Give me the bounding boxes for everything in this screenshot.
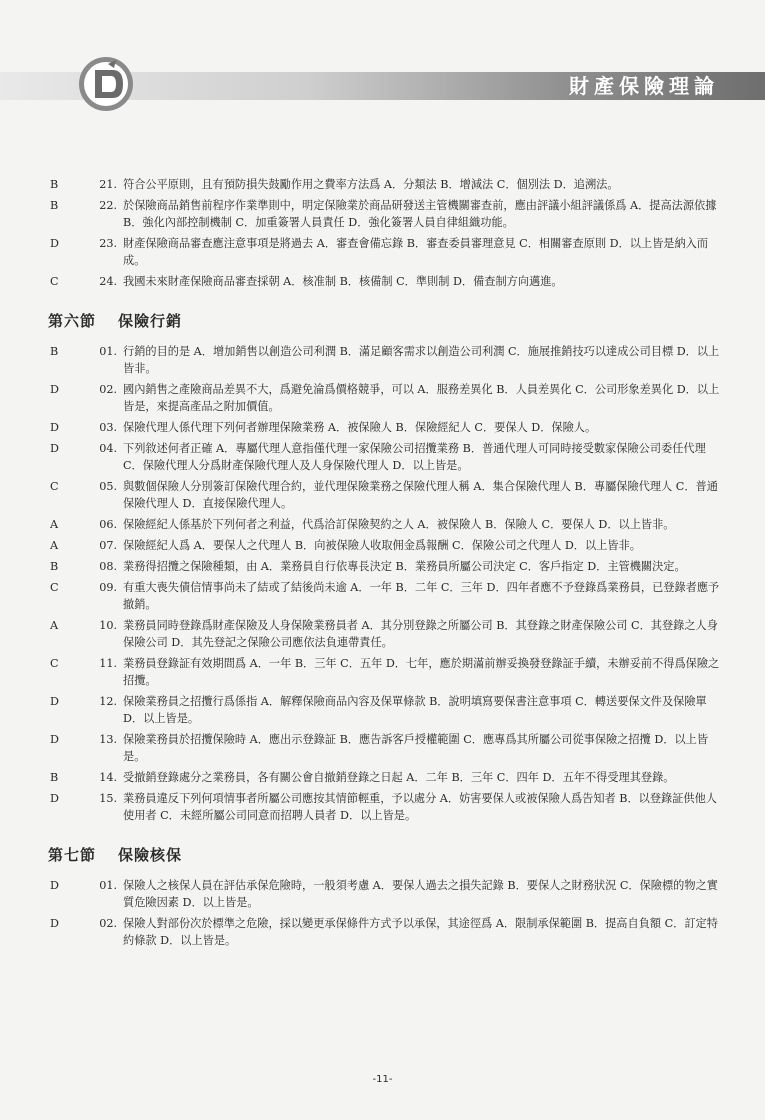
question-number: 23. (99, 237, 117, 250)
question-text: 保險人對部份次於標準之危險，採以變更承保條件方式予以承保，其途徑爲 A．限制承保範圍 B．提高自負額 C．訂定特約條款 D．以上皆是。 (123, 917, 718, 947)
book-title: 財產保險理論 (569, 74, 719, 98)
answer-key: B (50, 771, 59, 784)
question-text: 業務員違反下列何項情事者所屬公司應按其情節輕重，予以處分 A．妨害要保人或被保險人爲告知者 B．以登錄証供他人使用者 C．未經所屬公司同意而招聘人員者 D．以上皆是。 (123, 792, 717, 822)
question-number: 11. (99, 657, 117, 670)
question-number: 21. (99, 178, 117, 191)
answer-key: B (50, 178, 59, 191)
question-text: 業務員同時登錄爲財產保險及人身保險業務員者 A．其分別登錄之所屬公司 B．其登錄之財產保險公司 C．其登錄之人身保險公司 D．其先登記之保險公司應依法負連帶責任。 (123, 619, 718, 649)
question-item (46, 197, 726, 231)
question-text: 國內銷售之產險商品差異不大，爲避免淪爲價格競爭，可以 A．服務差異化 B．人員差異化 C．公司形象差異化 D．以上皆是，來提高產品之附加價值。 (123, 383, 720, 413)
question-text: 與數個保險人分別簽訂保險代理合約，並代理保險業務之保險代理人稱 A．集合保險代理人 B．專屬保險代理人 C．普通保險代理人 D．直接保險代理人。 (123, 480, 718, 510)
answer-key: D (50, 383, 59, 396)
question-text: 保險經紀人爲 A．要保人之代理人 B．向被保險人收取佣金爲報酬 C．保險公司之代理人 D．以上皆非。 (123, 539, 641, 552)
section-heading (48, 310, 726, 331)
answer-key: B (50, 560, 59, 573)
question-list (46, 176, 726, 953)
question-number: 01. (99, 345, 117, 358)
question-text: 符合公平原則，且有預防損失鼓勵作用之費率方法爲 A．分類法 B．增減法 C．個別法 D．追溯法。 (123, 178, 619, 191)
answer-key: A (50, 518, 59, 531)
question-number: 15. (99, 792, 117, 805)
question-item (46, 693, 726, 727)
question-number: 22. (99, 199, 117, 212)
question-number: 14. (99, 771, 117, 784)
question-number: 03. (99, 421, 117, 434)
question-text: 下列敘述何者正確 A．專屬代理人意指僅代理一家保險公司招攬業務 B．普通代理人可同時接受數家保險公司委任代理 C．保險代理人分爲財產保險代理人及人身保險代理人 D．以上皆是。 (123, 442, 706, 472)
answer-key: D (50, 237, 59, 250)
question-text: 業務員登錄証有效期間爲 A．一年 B．三年 C．五年 D．七年，應於期滿前辦妥換發登錄証手續，未辦妥前不得爲保險之招攬。 (123, 657, 720, 687)
answer-key: A (50, 619, 59, 632)
question-text: 有重大喪失債信情事尚未了結或了結後尚未逾 A．一年 B．二年 C．三年 D．四年者應不予登錄爲業務員，已登錄者應予撤銷。 (123, 581, 720, 611)
question-item (46, 769, 726, 786)
section-title: 保險核保 (118, 846, 183, 864)
answer-key: A (50, 539, 59, 552)
question-item (46, 516, 726, 533)
question-number: 10. (99, 619, 117, 632)
question-number: 12. (99, 695, 117, 708)
question-number: 24. (99, 275, 117, 288)
question-text: 保險代理人係代理下列何者辦理保險業務 A．被保險人 B．保險經紀人 C．要保人 D．保險人。 (123, 421, 597, 434)
question-item (46, 273, 726, 290)
question-text: 保險業務員之招攬行爲係指 A．解釋保險商品內容及保單條款 B．說明填寫要保書注意事項 C．轉送要保文件及保險單 D．以上皆是。 (123, 695, 707, 725)
answer-key: C (50, 581, 59, 594)
question-number: 02. (99, 383, 117, 396)
section-number: 第七節 (48, 846, 97, 864)
question-item (46, 655, 726, 689)
question-text: 財產保險商品審查應注意事項是將過去 A．審查會備忘錄 B．審查委員審理意見 C．相關審查原則 D．以上皆是納入而成。 (123, 237, 709, 267)
question-item (46, 537, 726, 554)
question-text: 業務得招攬之保險種類，由 A．業務員自行依專長決定 B．業務員所屬公司決定 C．客戶指定 D．主管機關決定。 (123, 560, 686, 573)
answer-key: B (50, 345, 59, 358)
question-number: 13. (99, 733, 117, 746)
question-item (46, 440, 726, 474)
publisher-logo (78, 56, 134, 112)
question-item (46, 558, 726, 575)
answer-key: B (50, 199, 59, 212)
answer-key: D (50, 442, 59, 455)
question-text: 我國未來財產保險商品審查採朝 A．核准制 B．核備制 C．準則制 D．備查制方向邁進。 (123, 275, 563, 288)
question-item (46, 731, 726, 765)
question-number: 04. (99, 442, 117, 455)
answer-key: D (50, 733, 59, 746)
question-number: 02. (99, 917, 117, 930)
question-item (46, 915, 726, 949)
question-text: 於保險商品銷售前程序作業準則中，明定保險業於商品研發送主管機關審查前，應由評議小組評議係爲 A．提高法源依據 B．強化內部控制機制 C．加重簽署人員責任 D．強化簽署人員自律組織功能。 (123, 199, 717, 229)
question-text: 受撤銷登錄處分之業務員，各有關公會自撤銷登錄之日起 A．二年 B．三年 C．四年 D．五年不得受理其登錄。 (123, 771, 675, 784)
answer-key: D (50, 695, 59, 708)
section-heading (48, 844, 726, 865)
question-item (46, 235, 726, 269)
answer-key: C (50, 480, 59, 493)
answer-key: D (50, 421, 59, 434)
question-text: 保險人之核保人員在評估承保危險時，一般須考慮 A．要保人過去之損失記錄 B．要保人之財務狀況 C．保險標的物之實質危險因素 D．以上皆是。 (123, 879, 718, 909)
answer-key: C (50, 657, 59, 670)
question-number: 05. (99, 480, 117, 493)
question-number: 08. (99, 560, 117, 573)
page-number: -11- (372, 1074, 393, 1085)
question-item (46, 343, 726, 377)
question-item (46, 579, 726, 613)
question-item (46, 877, 726, 911)
answer-key: C (50, 275, 59, 288)
question-text: 行銷的目的是 A．增加銷售以創造公司利潤 B．滿足顧客需求以創造公司利潤 C．施展推銷技巧以達成公司目標 D．以上皆非。 (123, 345, 720, 375)
section-number: 第六節 (48, 312, 97, 330)
question-item (46, 419, 726, 436)
question-item (46, 381, 726, 415)
answer-key: D (50, 879, 59, 892)
question-item (46, 478, 726, 512)
question-number: 01. (99, 879, 117, 892)
question-number: 06. (99, 518, 117, 531)
question-item (46, 617, 726, 651)
section-title: 保險行銷 (118, 312, 183, 330)
answer-key: D (50, 917, 59, 930)
question-text: 保險業務員於招攬保險時 A．應出示登錄証 B．應告訴客戶授權範圍 C．應專爲其所屬公司從事保險之招攬 D．以上皆是。 (123, 733, 709, 763)
question-item (46, 176, 726, 193)
question-number: 09. (99, 581, 117, 594)
question-number: 07. (99, 539, 117, 552)
question-item (46, 790, 726, 824)
answer-key: D (50, 792, 59, 805)
question-text: 保險經紀人係基於下列何者之利益，代爲洽訂保險契約之人 A．被保險人 B．保險人 C．要保人 D．以上皆非。 (123, 518, 675, 531)
